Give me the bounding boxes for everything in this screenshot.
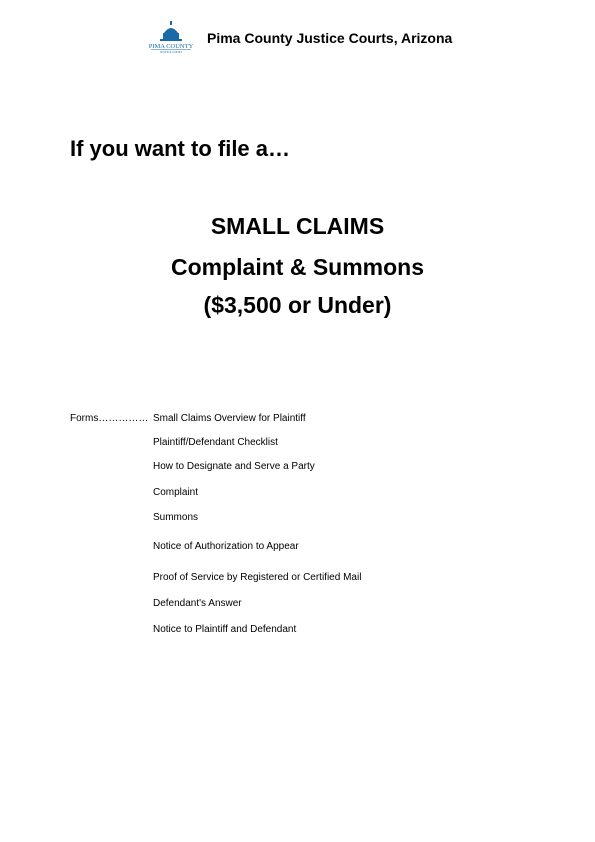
form-item: Small Claims Overview for Plaintiff	[153, 413, 306, 424]
logo-text: PIMA COUNTY	[148, 43, 194, 50]
form-item: Summons	[153, 512, 199, 523]
form-item: Plaintiff/Defendant Checklist	[153, 437, 278, 448]
document-title-line-2: Complaint & Summons	[170, 254, 424, 280]
intro-heading: If you want to file a…	[70, 136, 291, 161]
pima-county-justice-court-logo	[146, 18, 196, 54]
document-title-line-3: ($3,500 or Under)	[203, 292, 392, 318]
form-item: Complaint	[153, 487, 199, 498]
form-item: Notice to Plaintiff and Defendant	[153, 624, 297, 635]
forms-label: Forms……………	[70, 413, 149, 424]
document-title-line-1: SMALL CLAIMS	[210, 213, 385, 239]
logo-subtext: JUSTICE COURT	[159, 50, 183, 54]
form-item: How to Designate and Serve a Party	[153, 461, 315, 472]
form-item: Defendant's Answer	[153, 598, 242, 609]
form-item: Notice of Authorization to Appear	[153, 541, 299, 552]
header-title: Pima County Justice Courts, Arizona	[207, 30, 453, 46]
form-item: Proof of Service by Registered or Certified Mail	[153, 572, 362, 583]
